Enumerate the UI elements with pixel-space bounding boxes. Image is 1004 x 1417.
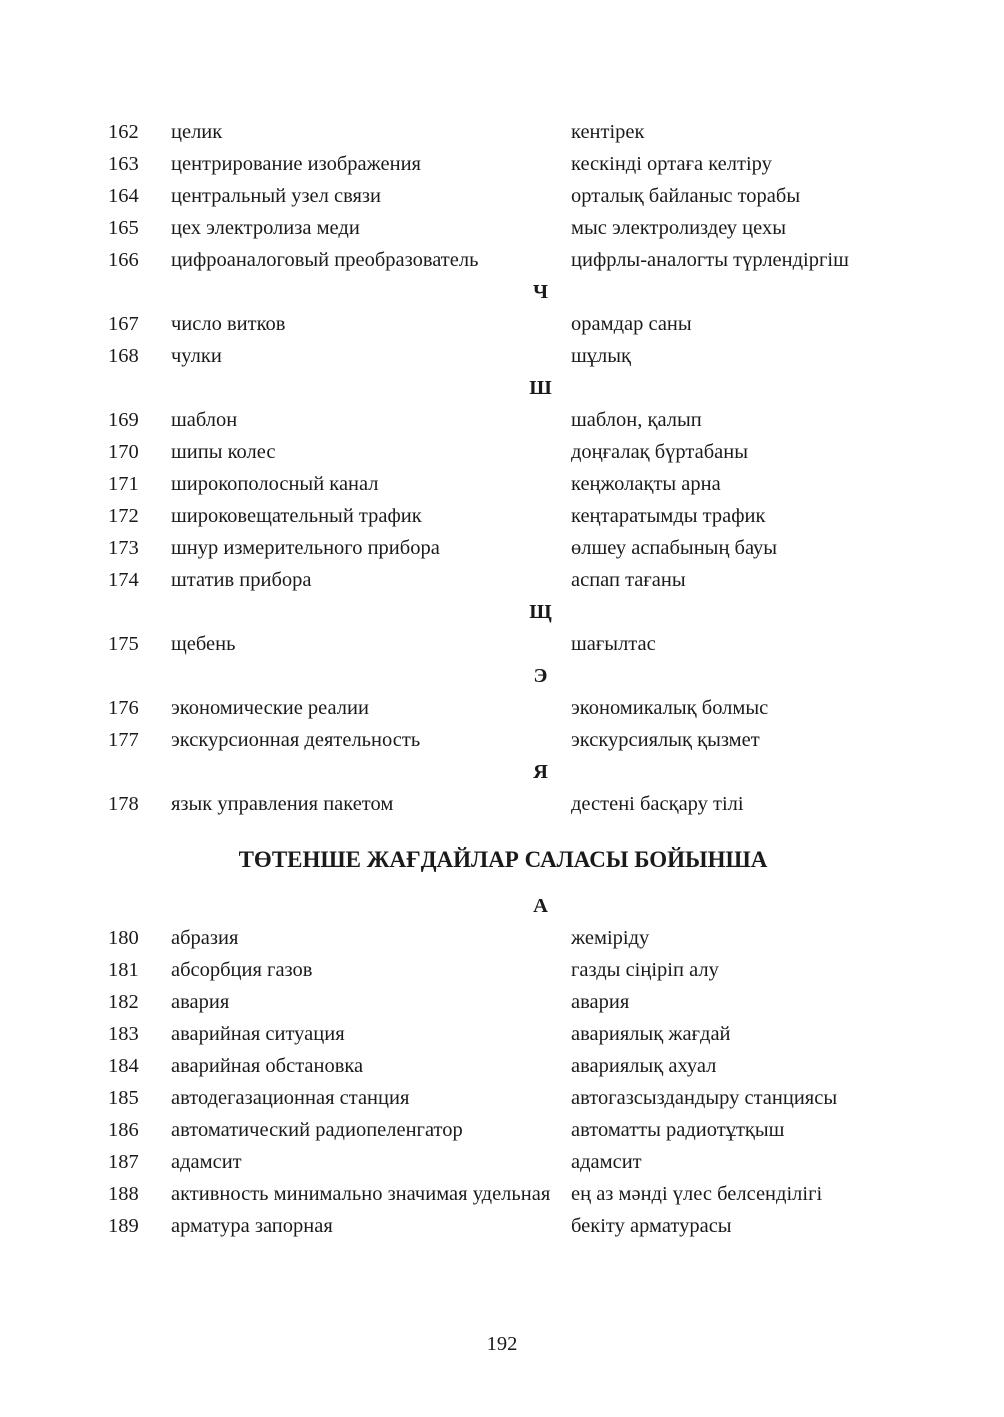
kazakh-term: дестені басқару тілі xyxy=(571,792,744,815)
entry-number: 187 xyxy=(108,1150,139,1173)
russian-term: шнур измерительного прибора xyxy=(171,536,440,559)
entry-number: 176 xyxy=(108,696,139,719)
kazakh-term: экскурсиялық қызмет xyxy=(571,728,760,751)
letter-heading: Э xyxy=(533,664,548,687)
kazakh-term: орамдар саны xyxy=(571,312,692,335)
kazakh-term: адамсит xyxy=(571,1150,642,1173)
entry-number: 162 xyxy=(108,120,139,143)
entry-number: 175 xyxy=(108,632,139,655)
glossary-content xyxy=(108,116,898,1242)
russian-term: экономические реалии xyxy=(171,696,369,719)
russian-term: штатив прибора xyxy=(171,568,312,591)
glossary-entry xyxy=(108,628,898,660)
russian-term: широковещательный трафик xyxy=(171,504,422,527)
glossary-entry xyxy=(108,1050,898,1082)
kazakh-term: доңғалақ бүртабаны xyxy=(571,440,748,463)
letter-heading: Щ xyxy=(529,600,552,623)
russian-term: автоматический радиопеленгатор xyxy=(171,1118,463,1141)
glossary-entry xyxy=(108,986,898,1018)
russian-term: целик xyxy=(171,120,223,143)
kazakh-term: орталық байланыс торабы xyxy=(571,184,801,207)
entry-number: 183 xyxy=(108,1022,139,1045)
entry-number: 167 xyxy=(108,312,139,335)
entry-number: 186 xyxy=(108,1118,139,1141)
entry-number: 180 xyxy=(108,926,139,949)
glossary-entry xyxy=(108,788,898,820)
glossary-entry xyxy=(108,308,898,340)
entry-number: 185 xyxy=(108,1086,139,1109)
kazakh-term: аспап тағаны xyxy=(571,568,686,591)
glossary-entry xyxy=(108,180,898,212)
kazakh-term: мыс электролиздеу цехы xyxy=(571,216,786,239)
russian-term: экскурсионная деятельность xyxy=(171,728,421,751)
russian-term: активность минимально значимая удельная xyxy=(171,1182,551,1205)
russian-term: абразия xyxy=(171,926,239,949)
glossary-entry xyxy=(108,1210,898,1242)
kazakh-term: шұлық xyxy=(571,344,631,367)
kazakh-term: шағылтас xyxy=(571,632,656,655)
russian-term: шаблон xyxy=(171,408,238,431)
kazakh-term: кеңтаратымды трафик xyxy=(571,504,766,527)
letter-heading: Ш xyxy=(529,376,552,399)
russian-term: аварийная ситуация xyxy=(171,1022,345,1045)
entry-number: 188 xyxy=(108,1182,139,1205)
letter-heading: Ч xyxy=(532,280,549,303)
glossary-entry xyxy=(108,244,898,276)
kazakh-term: өлшеу аспабының бауы xyxy=(571,536,778,559)
glossary-entry xyxy=(108,1178,898,1210)
kazakh-term: кескінді ортаға келтіру xyxy=(571,152,772,175)
kazakh-term: кентірек xyxy=(571,120,645,143)
glossary-entry xyxy=(108,692,898,724)
entry-number: 166 xyxy=(108,248,139,271)
glossary-entry xyxy=(108,116,898,148)
russian-term: цифроаналоговый преобразователь xyxy=(171,248,479,271)
glossary-entry xyxy=(108,148,898,180)
russian-term: аварийная обстановка xyxy=(171,1054,364,1077)
russian-term: щебень xyxy=(171,632,236,655)
russian-term: цех электролиза меди xyxy=(171,216,360,239)
glossary-entry xyxy=(108,1114,898,1146)
kazakh-term: кеңжолақты арна xyxy=(571,472,721,495)
kazakh-term: шаблон, қалып xyxy=(571,408,702,431)
letter-heading: А xyxy=(533,894,548,917)
entry-number: 173 xyxy=(108,536,139,559)
entry-number: 182 xyxy=(108,990,139,1013)
entry-number: 170 xyxy=(108,440,139,463)
glossary-entry xyxy=(108,564,898,596)
page-number: 192 xyxy=(486,1333,518,1355)
russian-term: абсорбция газов xyxy=(171,958,313,981)
entry-number: 164 xyxy=(108,184,139,207)
kazakh-term: автогазсыздандыру станциясы xyxy=(571,1086,838,1109)
russian-term: широкополосный канал xyxy=(171,472,379,495)
kazakh-term: цифрлы-аналогты түрлендіргіш xyxy=(571,248,849,271)
entry-number: 174 xyxy=(108,568,139,591)
russian-term: авария xyxy=(171,990,230,1013)
glossary-entry xyxy=(108,212,898,244)
glossary-entry xyxy=(108,500,898,532)
russian-term: адамсит xyxy=(171,1150,242,1173)
entry-number: 171 xyxy=(108,472,139,495)
kazakh-term: жеміріду xyxy=(571,926,650,949)
russian-term: центрирование изображения xyxy=(171,152,421,175)
kazakh-term: экономикалық болмыс xyxy=(571,696,769,719)
glossary-entry xyxy=(108,532,898,564)
entry-number: 169 xyxy=(108,408,139,431)
glossary-entry xyxy=(108,340,898,372)
kazakh-term: авариялық ахуал xyxy=(571,1054,717,1077)
kazakh-term: газды сіңіріп алу xyxy=(571,958,719,981)
glossary-entry xyxy=(108,1018,898,1050)
glossary-entry xyxy=(108,404,898,436)
kazakh-term: авария xyxy=(571,990,630,1013)
kazakh-term: автоматты радиотұтқыш xyxy=(571,1118,785,1141)
glossary-entry xyxy=(108,954,898,986)
glossary-entry xyxy=(108,436,898,468)
entry-number: 168 xyxy=(108,344,139,367)
letter-heading: Я xyxy=(533,760,548,783)
kazakh-term: ең аз мәнді үлес белсенділігі xyxy=(571,1182,823,1205)
entry-number: 181 xyxy=(108,958,139,981)
glossary-entry xyxy=(108,1146,898,1178)
glossary-entry xyxy=(108,468,898,500)
glossary-entry xyxy=(108,1082,898,1114)
russian-term: чулки xyxy=(171,344,222,367)
russian-term: язык управления пакетом xyxy=(171,792,394,815)
kazakh-term: авариялық жағдай xyxy=(571,1022,731,1045)
russian-term: центральный узел связи xyxy=(171,184,382,207)
entry-number: 177 xyxy=(108,728,139,751)
glossary-entry xyxy=(108,922,898,954)
entry-number: 165 xyxy=(108,216,139,239)
kazakh-term: бекіту арматурасы xyxy=(571,1214,732,1237)
section-title: ТӨТЕНШЕ ЖАҒДАЙЛАР САЛАСЫ БОЙЫНША xyxy=(238,847,768,872)
entry-number: 178 xyxy=(108,792,139,815)
entry-number: 163 xyxy=(108,152,139,175)
russian-term: шипы колес xyxy=(171,440,276,463)
entry-number: 189 xyxy=(108,1214,139,1237)
entry-number: 184 xyxy=(108,1054,139,1077)
russian-term: число витков xyxy=(171,312,286,335)
russian-term: арматура запорная xyxy=(171,1214,333,1237)
glossary-entry xyxy=(108,724,898,756)
russian-term: автодегазационная станция xyxy=(171,1086,410,1109)
entry-number: 172 xyxy=(108,504,139,527)
